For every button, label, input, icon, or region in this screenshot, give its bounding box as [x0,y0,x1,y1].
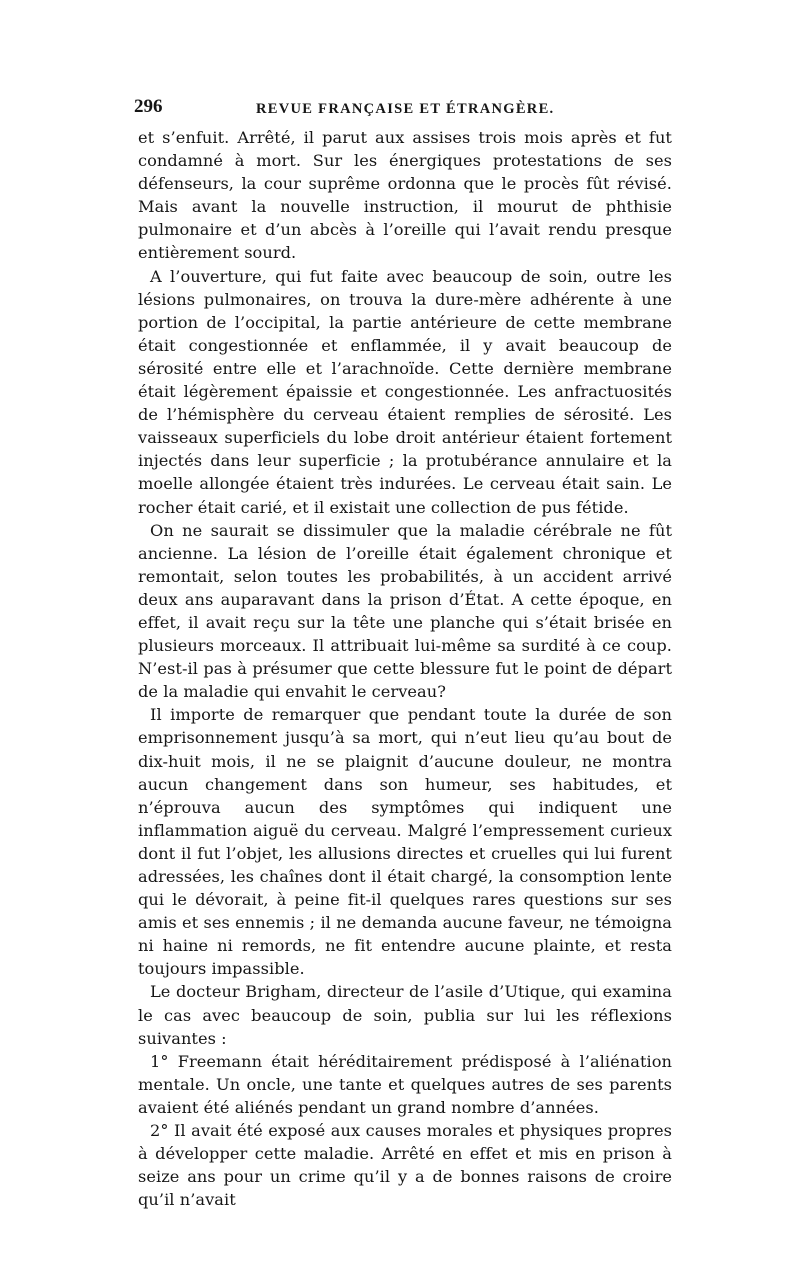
paragraph-2: A l’ouverture, qui fut faite avec beaucoup de soin, outre les lésions pulmonaires, on trouva la dure-mère adhérente à une portion de l’occipital, la partie antérieure de cette membrane était congestionnée et enflammée, il y avait beaucoup de sérosité entre elle et l’arachnoïde. Cette dernière membrane était légèrement épaissie et congestionnée. Les anfractuosités de l’hémisphère du cerveau étaient remplies de sérosité. Les vaisseaux superficiels du lobe droit antérieur étaient fortement injectés dans leur superficie ; la protubérance annulaire et la moelle allongée étaient très indurées. Le cerveau était sain. Le rocher était carié, et il existait une collection de pus fétide. [138,266,672,517]
paragraph-4: Il importe de remarquer que pendant toute la durée de son emprisonnement jusqu’à sa mort, qui n’eut lieu qu’au bout de dix-huit mois, il ne se plaignit d’aucune douleur, ne montra aucun changement dans son humeur, ses habitudes, et n’éprouva aucun des symptômes qui indiquent une inflammation aiguë du cerveau. Malgré l’empressement curieux dont il fut l’objet, les allusions directes et cruelles qui lui furent adressées, les chaînes dont il était chargé, la consomption lente qui le dévorait, à peine fit-il quelques rares questions sur ses amis et ses ennemis ; il ne demanda aucune faveur, ne témoigna ni haine ni remords, ne fit entendre aucune plainte, et resta toujours impassible. [138,705,672,979]
paragraph-6: 1° Freemann était héréditairement prédisposé à l’aliénation mentale. Un oncle, une tante et quelques autres de ses parents avaient été aliénés pendant un grand nombre d’années. [138,1051,672,1117]
paragraph-3: On ne saurait se dissimuler que la maladie cérébrale ne fût ancienne. La lésion de l’oreille était également chronique et remontait, selon toutes les probabilités, à un accident arrivé deux ans auparavant dans la prison d’État. A cette époque, en effet, il avait reçu sur la tête une planche qui s’était brisée en plusieurs morceaux. Il attribuait lui-même sa surdité à ce coup. N’est-il pas à présumer que cette blessure fut le point de départ de la maladie qui envahit le cerveau? [138,520,672,702]
paragraph-7: 2° Il avait été exposé aux causes morales et physiques propres à développer cette maladie. Arrêté en effet et mis en prison à seize ans pour un crime qu’il y a de bonnes raisons de croire qu’il n’avait [138,1121,672,1210]
body-text [138,126,672,1211]
page-number: 296 [134,96,163,117]
page-header [134,96,672,126]
book-page [134,96,672,1211]
running-title: REVUE FRANÇAISE ET ÉTRANGÈRE. [256,101,555,117]
paragraph-1: et s’enfuit. Arrêté, il parut aux assises trois mois après et fut condamné à mort. Sur les énergiques protestations de ses défenseurs, la cour suprême ordonna que le procès fût révisé. Mais avant la nouvelle instruction, il mourut de phthisie pulmonaire et d’un abcès à l’oreille qui l’avait rendu presque entièrement sourd. [138,128,672,263]
paragraph-5: Le docteur Brigham, directeur de l’asile d’Utique, qui examina le cas avec beaucoup de soin, publia sur lui les réflexions suivantes : [138,982,672,1048]
